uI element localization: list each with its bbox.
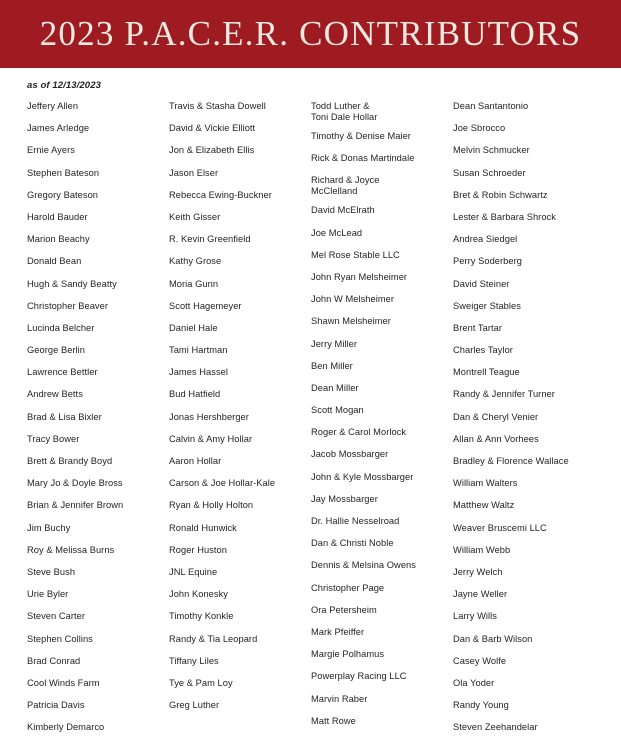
contributor-column bbox=[27, 101, 169, 744]
contributor-name: Roger & Carol Morlock bbox=[311, 427, 407, 438]
contributor-name: Brett & Brandy Boyd bbox=[27, 456, 113, 466]
contributor-name: Bradley & Florence Wallace bbox=[453, 456, 569, 466]
contributor-name: Randy & Jennifer Turner bbox=[453, 389, 555, 400]
contributor-name: Jerry Welch bbox=[453, 566, 503, 577]
page-title: 2023 P.A.C.E.R. CONTRIBUTORS bbox=[39, 14, 582, 53]
contributor-name: Rick & Donas Martindale bbox=[311, 153, 415, 164]
contributor-columns bbox=[0, 91, 621, 744]
contributor-name: Brian & Jennifer Brown bbox=[27, 500, 124, 511]
contributor-name: David McElrath bbox=[311, 205, 375, 216]
contributor-name: Roy & Melissa Burns bbox=[27, 544, 115, 555]
contributor-name: Susan Schroeder bbox=[453, 167, 526, 178]
contributor-name: Melvin Schmucker bbox=[453, 145, 530, 156]
contributor-name: Jim Buchy bbox=[27, 522, 71, 533]
contributor-name: George Berlin bbox=[27, 345, 86, 356]
contributor-name: Marvin Raber bbox=[311, 693, 368, 704]
contributor-name: Ernie Ayers bbox=[27, 145, 75, 156]
contributor-name: Scott Mogan bbox=[311, 405, 364, 416]
contributor-name: Harold Bauder bbox=[27, 211, 88, 222]
contributor-column bbox=[453, 101, 595, 744]
contributor-name: Jayne Weller bbox=[453, 589, 508, 600]
contributor-name: John W Melsheimer bbox=[311, 294, 394, 305]
contributor-name: Lester & Barbara Shrock bbox=[453, 211, 556, 222]
contributor-name: Tye & Pam Loy bbox=[169, 677, 233, 688]
contributor-name: Dean Miller bbox=[311, 382, 359, 393]
contributor-name: Steven Carter bbox=[27, 611, 86, 622]
contributor-name: Ronald Hunwick bbox=[169, 522, 237, 533]
contributor-name: Brad & Lisa Bixler bbox=[27, 411, 102, 422]
contributor-name: Kimberly Demarco bbox=[27, 722, 105, 733]
contributor-name: Lawrence Bettler bbox=[27, 367, 98, 378]
contributor-name: Greg Luther bbox=[169, 700, 220, 711]
contributor-name: Christopher Page bbox=[311, 582, 385, 593]
contributor-name: David Steiner bbox=[453, 278, 510, 289]
contributor-name: Donald Bean bbox=[27, 256, 82, 267]
contributor-name: Brent Tartar bbox=[453, 322, 502, 333]
contributor-name: Jacob Mossbarger bbox=[311, 449, 389, 460]
contributor-name: Carson & Joe Hollar-Kale bbox=[169, 478, 276, 489]
contributor-name: Stephen Bateson bbox=[27, 167, 100, 178]
contributor-name: John Ryan Melsheimer bbox=[311, 271, 408, 282]
contributor-name: Mark Pfeiffer bbox=[311, 626, 365, 637]
contributor-name: Montrell Teague bbox=[453, 367, 520, 378]
contributor-name: Ola Yoder bbox=[453, 677, 495, 688]
contributor-name: Timothy & Denise Maier bbox=[311, 131, 411, 141]
contributor-name: Scott Hagemeyer bbox=[169, 300, 242, 311]
contributor-name: William Walters bbox=[453, 478, 518, 489]
contributor-name: Steve Bush bbox=[27, 566, 76, 577]
contributor-name: Jonas Hershberger bbox=[169, 411, 249, 422]
contributor-name: Dennis & Melsina Owens bbox=[311, 560, 416, 571]
contributor-name: Stephen Collins bbox=[27, 633, 93, 644]
contributor-name: Urie Byler bbox=[27, 589, 69, 600]
contributor-name: Dan & Barb Wilson bbox=[453, 633, 533, 644]
contributor-name: Roger Huston bbox=[169, 544, 227, 555]
contributor-name: Joe Sbrocco bbox=[453, 123, 506, 134]
contributor-name: Tiffany Liles bbox=[169, 655, 219, 666]
contributor-name: Charles Taylor bbox=[453, 345, 513, 356]
contributor-name: Tracy Bower bbox=[27, 433, 80, 444]
contributor-name: Hugh & Sandy Beatty bbox=[27, 278, 117, 289]
contributor-name: Larry Wills bbox=[453, 611, 497, 622]
contributor-name: Sweiger Stables bbox=[453, 300, 521, 311]
contributor-name: Richard & Joyce McClelland bbox=[311, 175, 380, 197]
contributor-name: William Webb bbox=[453, 544, 511, 555]
contributor-column bbox=[169, 101, 311, 744]
contributor-name: Timothy Konkle bbox=[169, 611, 234, 622]
contributor-name: Jason Elser bbox=[169, 167, 219, 178]
contributor-name: John & Kyle Mossbarger bbox=[311, 471, 414, 482]
contributor-name: Christopher Beaver bbox=[27, 300, 108, 311]
contributor-column bbox=[311, 101, 453, 744]
contributor-name: JNL Equine bbox=[169, 566, 218, 577]
contributor-name: Todd Luther & Toni Dale Hollar bbox=[311, 101, 378, 122]
page-banner bbox=[0, 0, 621, 68]
contributor-name: Perry Soderberg bbox=[453, 256, 522, 267]
as-of-date: as of 12/13/2023 bbox=[27, 80, 101, 91]
contributor-name: Marion Beachy bbox=[27, 234, 90, 245]
contributor-name: James Arledge bbox=[27, 123, 90, 134]
contributor-name: Travis & Stasha Dowell bbox=[169, 101, 266, 111]
contributor-name: Lucinda Belcher bbox=[27, 322, 95, 333]
contributor-name: Aaron Hollar bbox=[169, 456, 222, 466]
contributor-name: Gregory Bateson bbox=[27, 189, 99, 200]
contributor-name: Jerry Miller bbox=[311, 338, 358, 349]
contributor-name: Keith Gisser bbox=[169, 211, 221, 222]
contributor-name: R. Kevin Greenfield bbox=[169, 234, 251, 245]
contributor-name: David & Vickie Elliott bbox=[169, 123, 256, 134]
contributor-name: Andrea Siedgel bbox=[453, 234, 518, 245]
contributor-name: Kathy Grose bbox=[169, 256, 222, 267]
contributor-name: Moria Gunn bbox=[169, 278, 219, 289]
contributor-name: Patricia Davis bbox=[27, 700, 85, 711]
contributor-name: Margie Polhamus bbox=[311, 649, 385, 660]
contributor-name: Cool Winds Farm bbox=[27, 677, 100, 688]
contributor-name: Dr. Hallie Nesselroad bbox=[311, 516, 400, 526]
contributor-name: Bud Hatfield bbox=[169, 389, 221, 400]
contributor-name: Bret & Robin Schwartz bbox=[453, 189, 548, 200]
contributor-name: Dan & Christi Noble bbox=[311, 538, 394, 549]
contributor-name: Randy & Tia Leopard bbox=[169, 633, 258, 644]
contributor-name: Rebecca Ewing-Buckner bbox=[169, 189, 272, 200]
contributor-name: Matthew Waltz bbox=[453, 500, 515, 511]
contributor-name: Jeffery Allen bbox=[27, 101, 79, 111]
contributor-name: Tami Hartman bbox=[169, 345, 228, 356]
contributor-name: Shawn Melsheimer bbox=[311, 316, 391, 327]
contributor-name: Ben Miller bbox=[311, 360, 353, 371]
contributor-name: Daniel Hale bbox=[169, 322, 218, 333]
contributor-name: Joe McLead bbox=[311, 227, 363, 238]
contributor-name: Ryan & Holly Holton bbox=[169, 500, 254, 511]
contributor-name: Brad Conrad bbox=[27, 655, 81, 666]
contributor-name: Dean Santantonio bbox=[453, 101, 529, 111]
contributor-name: Calvin & Amy Hollar bbox=[169, 433, 253, 444]
contributor-name: James Hassel bbox=[169, 367, 228, 378]
contributor-name: John Konesky bbox=[169, 589, 229, 600]
contributor-name: Mary Jo & Doyle Bross bbox=[27, 478, 123, 489]
contributor-name: Jay Mossbarger bbox=[311, 493, 378, 504]
contributor-name: Dan & Cheryl Venier bbox=[453, 411, 539, 422]
contributor-name: Jon & Elizabeth Ellis bbox=[169, 145, 255, 156]
contributor-name: Weaver Bruscemi LLC bbox=[453, 522, 547, 533]
contributor-name: Allan & Ann Vorhees bbox=[453, 433, 539, 444]
contributor-name: Andrew Betts bbox=[27, 389, 83, 400]
contributor-name: Powerplay Racing LLC bbox=[311, 671, 407, 682]
contributor-name: Randy Young bbox=[453, 700, 509, 711]
contributor-name: Steven Zeehandelar bbox=[453, 722, 538, 733]
contributor-name: Ora Petersheim bbox=[311, 604, 377, 615]
contributor-name: Matt Rowe bbox=[311, 715, 356, 726]
contributor-name: Mel Rose Stable LLC bbox=[311, 249, 400, 260]
contributor-name: Casey Wolfe bbox=[453, 655, 507, 666]
